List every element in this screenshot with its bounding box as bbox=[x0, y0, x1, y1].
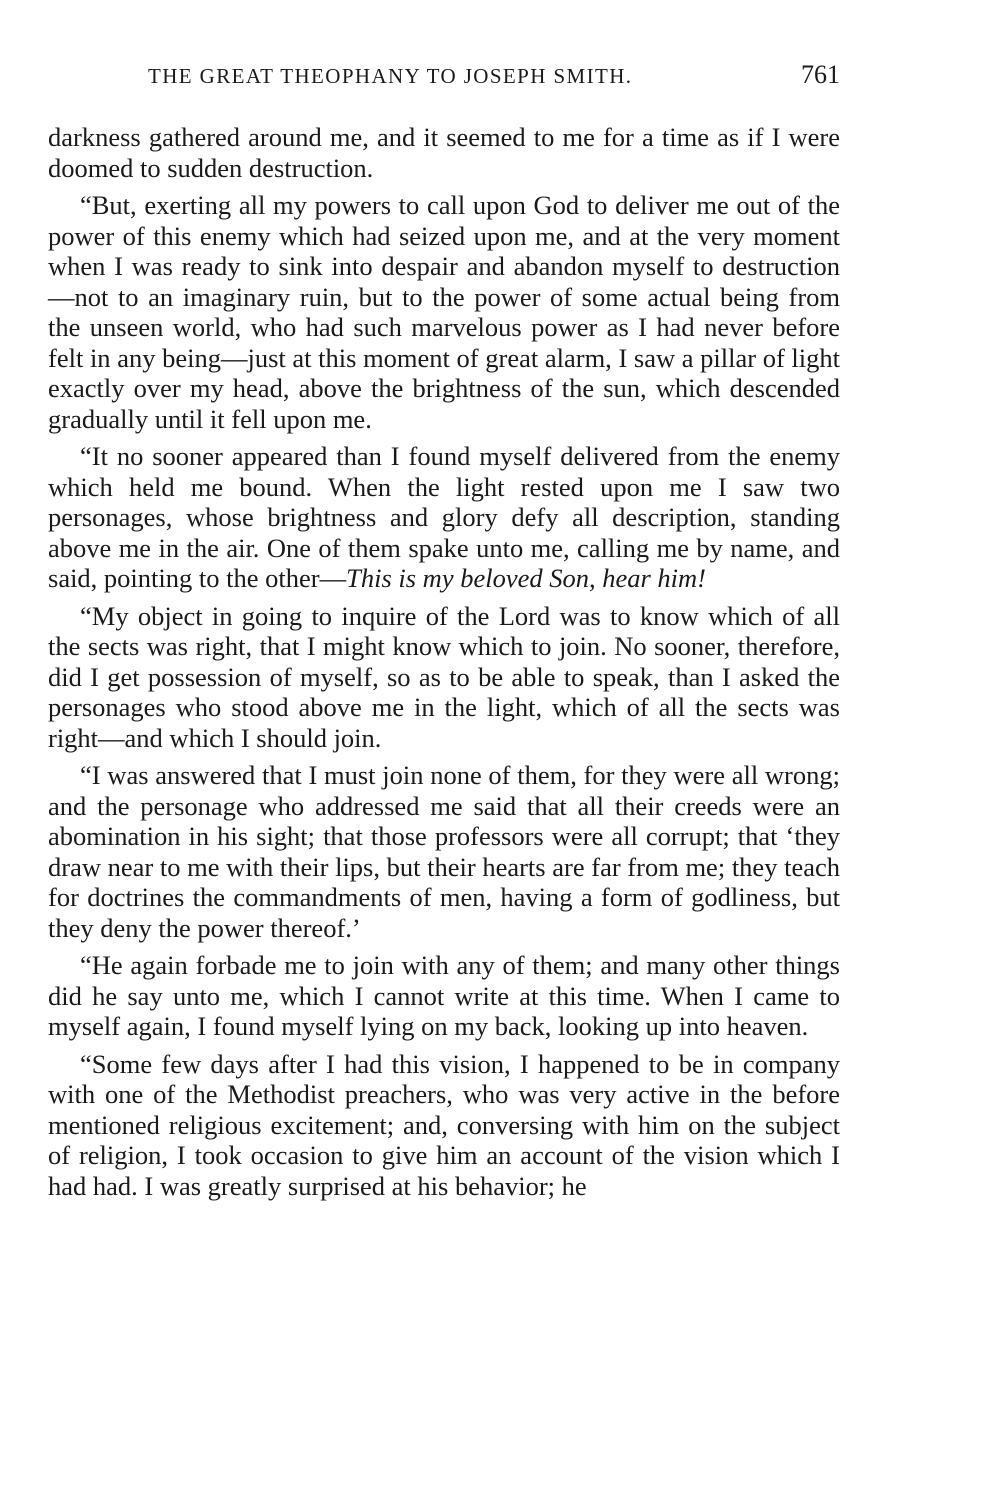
paragraph-7 bbox=[48, 1049, 840, 1202]
paragraph-2 bbox=[48, 190, 840, 434]
paragraph-text: “But, exerting all my powers to call upon God to deliver me out of the power of this enemy which had seized upon me, and at the very moment when I was ready to sink into despair and abandon myself to destruction—not to an imaginary ruin, but to the power of some actual being from the unseen world, who had such marvelous power as I had never before felt in any being—just at this moment of great alarm, I saw a pillar of light exactly over my head, above the brightness of the sun, which descended gradually until it fell upon me. bbox=[48, 190, 840, 434]
paragraph-3 bbox=[48, 441, 840, 594]
book-page bbox=[48, 60, 840, 1208]
paragraph-1 bbox=[48, 122, 840, 183]
paragraph-text: darkness gathered around me, and it seemed to me for a time as if I were doomed to sudden destruction. bbox=[48, 122, 840, 183]
paragraph-text: “It no sooner appeared than I found myself delivered from the enemy which held me bound. When the light rested upon me I saw two personages, whose brightness and glory defy all description, standing above me in the air. One of them spake unto me, calling me by name, and said, pointing to the other— bbox=[48, 441, 840, 593]
paragraph-6 bbox=[48, 950, 840, 1042]
running-title: THE GREAT THEOPHANY TO JOSEPH SMITH. bbox=[148, 64, 633, 88]
paragraph-4 bbox=[48, 601, 840, 754]
running-head bbox=[48, 60, 840, 100]
paragraph-text: “My object in going to inquire of the Lord was to know which of all the sects was right, that I might know which to join. No sooner, therefore, did I get possession of myself, so as to be able to speak, than I asked the personages who stood above me in the light, which of all the sects was right—and which I should join. bbox=[48, 600, 840, 753]
paragraph-text: “He again forbade me to join with any of them; and many other things did he say unto me, which I cannot write at this time. When I came to myself again, I found myself lying on my back, looking up into heaven. bbox=[48, 950, 840, 1041]
paragraph-5 bbox=[48, 760, 840, 943]
paragraph-text: “I was answered that I must join none of them, for they were all wrong; and the personage who addressed me said that all their creeds were an abomination in his sight; that those professors were all corrupt; that ‘they draw near to me with their lips, but their hearts are far from me; they teach for doctrines the commandments of men, having a form of godliness, but they deny the power thereof.’ bbox=[48, 760, 840, 943]
body-text bbox=[48, 122, 840, 1201]
italic-quotation: This is my beloved Son, hear him! bbox=[346, 563, 707, 593]
paragraph-text: “Some few days after I had this vision, I happened to be in company with one of the Methodist preachers, who was very active in the before mentioned religious excitement; and, conversing with him on the subject of religion, I took occasion to give him an account of the vision which I had had. I was greatly surprised at his behavior; he bbox=[48, 1048, 840, 1201]
page-number: 761 bbox=[801, 60, 840, 89]
